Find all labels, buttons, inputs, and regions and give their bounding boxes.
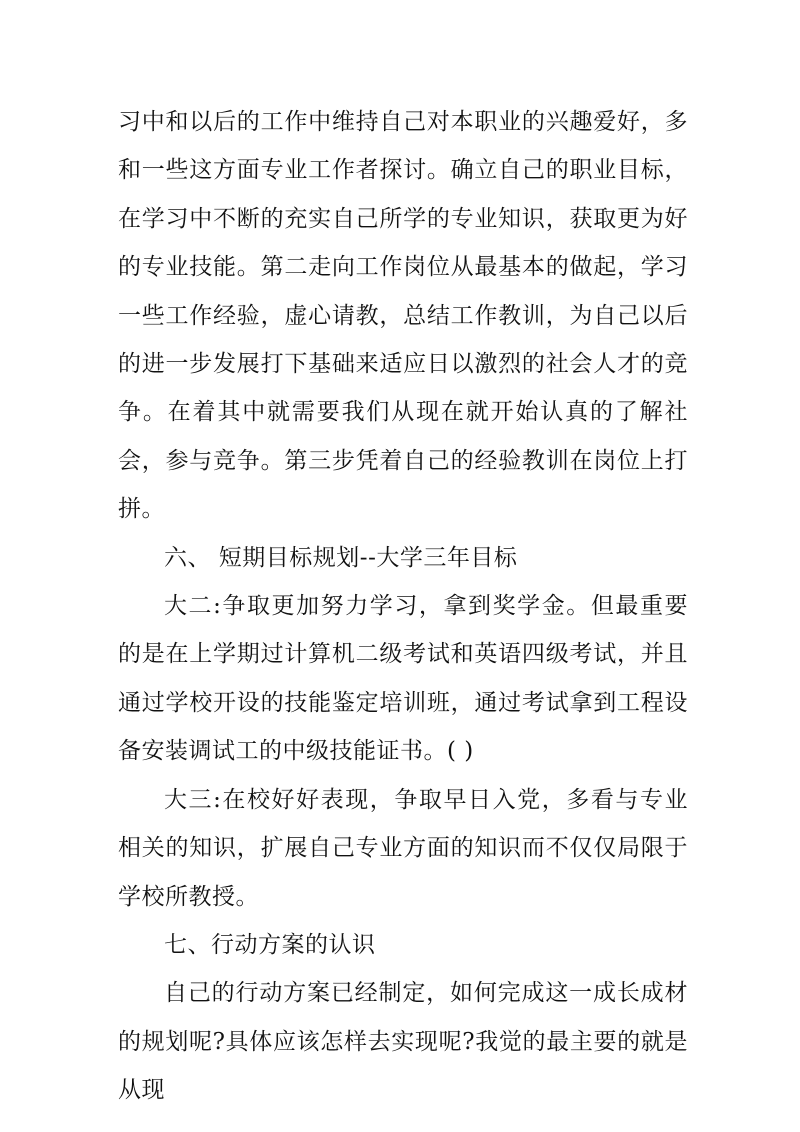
- heading-action-plan: 七、行动方案的认识: [164, 931, 376, 958]
- paragraph-career-steps: 习中和以后的工作中维持自己对本职业的兴趣爱好，多和一些这方面专业工作者探讨。确立自己的职业目标，在学习中不断的充实自己所学的专业知识，获取更为好的专业技能。第二走向工作岗位从最基本的做起，学习一些工作经验，虚心请教，总结工作教训，为自己以后的进一步发展打下基础来适应日以激烈的社会人才的竞争。在着其中就需要我们从现在就开始认真的了解社会，参与竞争。第三步凭着自己的经验教训在岗位上打拼。: [118, 109, 688, 523]
- paragraph-sophomore-goals: 大二:争取更加努力学习，拿到奖学金。但最重要的是在上学期过计算机二级考试和英语四级考试，并且通过学校开设的技能鉴定培训班，通过考试拿到工程设备安装调试工的中级技能证书。( ): [118, 593, 688, 765]
- paragraph-action-plan: 自己的行动方案已经制定，如何完成这一成长成材的规划呢?具体应该怎样去实现呢?我觉的最主要的就是从现: [118, 980, 688, 1104]
- document-body: [118, 98, 688, 1115]
- paragraph-junior-goals: 大三:在校好好表现，争取早日入党，多看与专业相关的知识，扩展自己专业方面的知识而不仅仅局限于学校所教授。: [118, 786, 688, 910]
- heading-short-term-goals: 六、 短期目标规划--大学三年目标: [164, 544, 518, 571]
